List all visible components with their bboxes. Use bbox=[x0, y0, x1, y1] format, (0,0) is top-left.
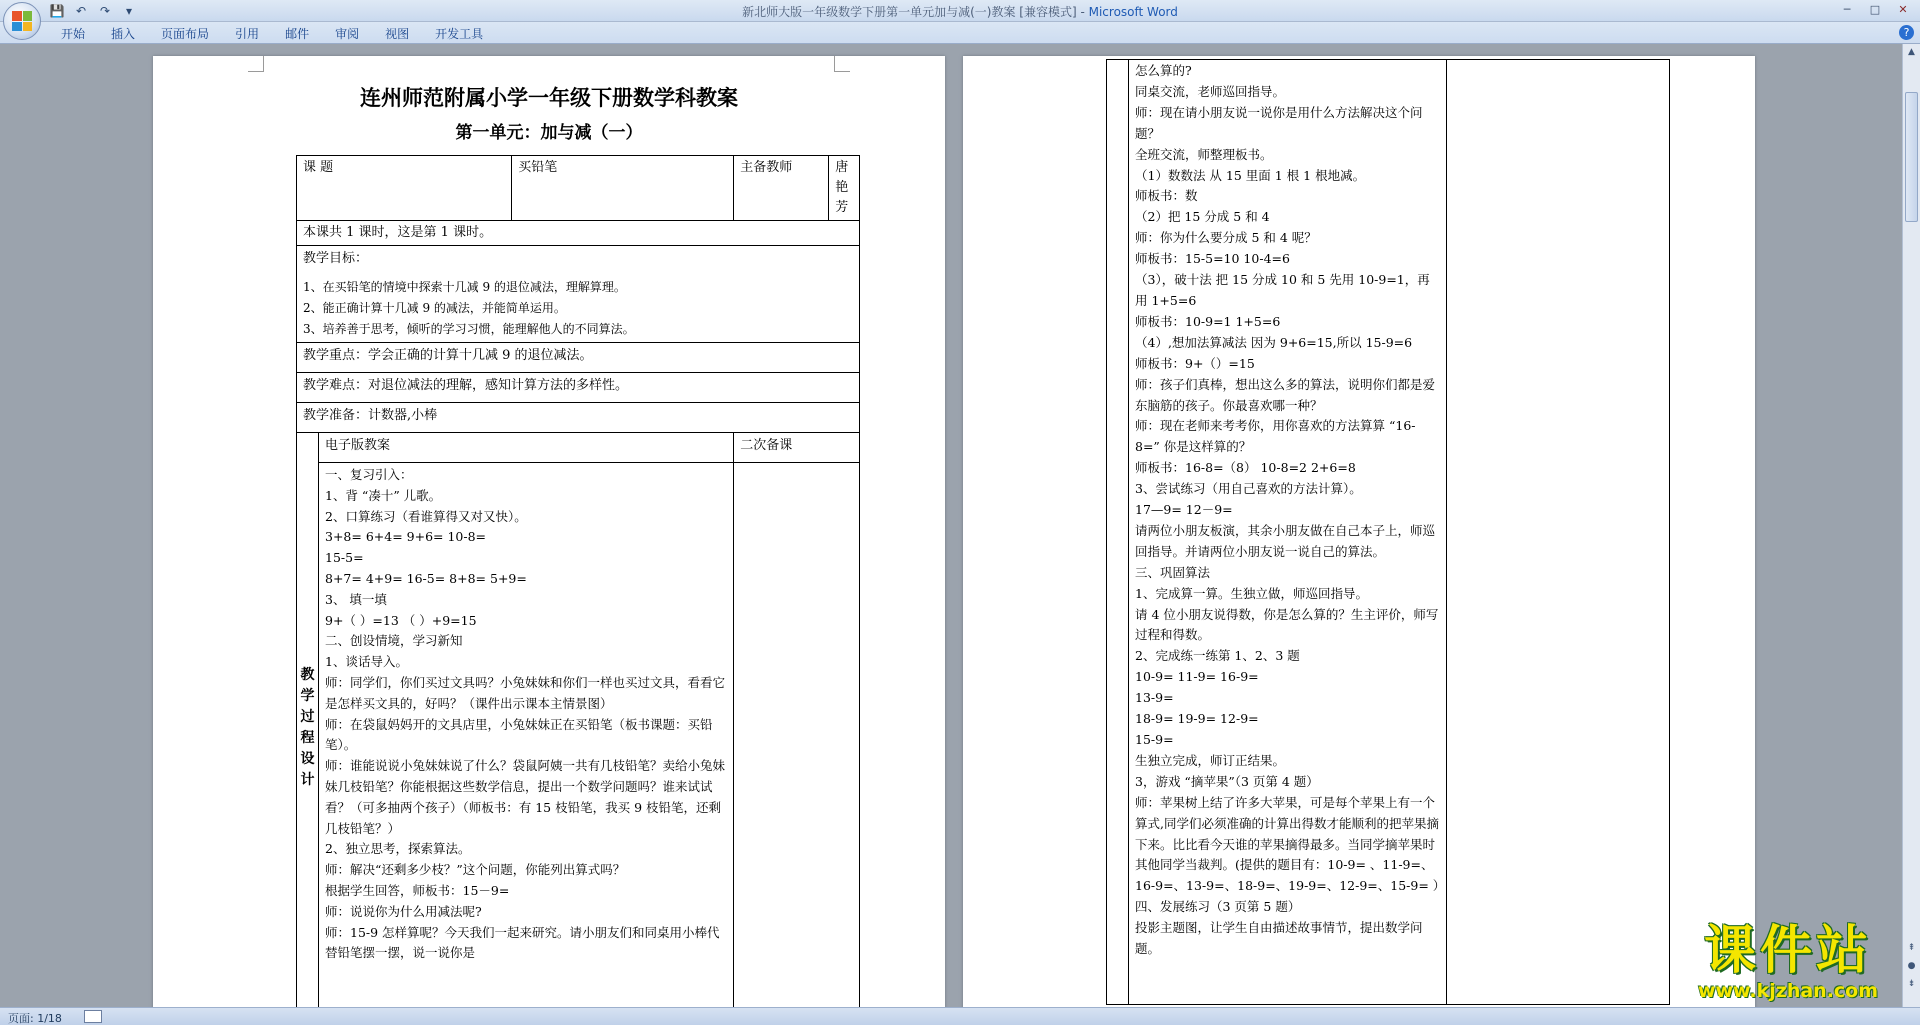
process-line: 师：孩子们真棒，想出这么多的算法，说明你们都是爱东脑筋的孩子。你最喜欢哪一种？ bbox=[1135, 376, 1436, 413]
ribbon bbox=[0, 22, 1920, 44]
teacher-value: 唐艳芳 bbox=[829, 156, 860, 221]
goal-item: 1、在买铅笔的情境中探索十几减 9 的退位减法，理解算理。 bbox=[303, 280, 626, 294]
process-line: 全班交流，师整理板书。 bbox=[1135, 146, 1273, 162]
process-line: 2、独立思考，探索算法。 bbox=[325, 841, 471, 857]
process-line: 10-9= 11-9= 16-9= bbox=[1135, 669, 1259, 685]
tab-review[interactable]: 审阅 bbox=[335, 27, 360, 41]
process-line: 根据学生回答，师板书：15－9= bbox=[325, 882, 510, 898]
process-line: 3、尝试练习（用自己喜欢的方法计算）。 bbox=[1135, 481, 1362, 497]
tab-home[interactable]: 开始 bbox=[61, 27, 86, 41]
process-line: 师：15-9 怎样算呢？今天我们一起来研究。请小朋友们和同桌用小棒代替铅笔摆一摆，说一说你是 bbox=[325, 924, 720, 961]
page-2[interactable] bbox=[963, 56, 1755, 1007]
process-line: 师：现在请小朋友说一说你是用什么方法解决这个问题？ bbox=[1135, 104, 1423, 141]
process-line: 师：现在老师来考考你，用你喜欢的方法算算 “16-8=” 你是这样算的？ bbox=[1135, 418, 1416, 455]
process-line: 3、 填一填 bbox=[325, 591, 387, 607]
process-line: 师板书：15-5=10 10-4=6 bbox=[1135, 251, 1290, 267]
table-row bbox=[297, 433, 860, 463]
process-line: 一、复习引入： bbox=[325, 467, 413, 482]
process-line: 18-9= 19-9= 12-9= bbox=[1135, 711, 1259, 727]
process-line: 1、完成算一算。生独立做，师巡回指导。 bbox=[1135, 585, 1368, 601]
minimize-button[interactable]: ─ bbox=[1843, 3, 1851, 16]
goals-label: 教学目标： bbox=[303, 251, 369, 266]
process-line: 投影主题图，让学生自由描述故事情节，提出数学问题。 bbox=[1135, 920, 1423, 957]
process-line: 2、口算练习（看谁算得又对又快）。 bbox=[325, 508, 527, 524]
process-side-label bbox=[297, 433, 319, 1008]
second-plan-cell[interactable] bbox=[734, 463, 860, 1008]
process-line: 15-5= bbox=[325, 550, 364, 566]
unit-title: 第一单元：加与减（一） bbox=[455, 123, 643, 143]
help-icon[interactable]: ? bbox=[1899, 25, 1914, 40]
process-line: 师：谁能说说小兔妹妹说了什么？袋鼠阿姨一共有几枝铅笔？卖给小兔妹妹几枝铅笔？你能根据这些数学信息，提出一个数学问题吗？谁来试试看？（可多抽两个孩子）（师板书：有 15 枝铅笔，我买 9 枝铅笔，还剩几枝铅笔？） bbox=[325, 758, 726, 836]
col-electronic-plan: 电子版教案 bbox=[319, 433, 734, 463]
process-line: 师：苹果树上结了许多大苹果，可是每个苹果上有一个算式,同学们必须准确的计算出得数才能顺利的把苹果摘下来。比比看今天谁的苹果摘得最多。当同学摘苹果时其他同学当裁判。(提供的题目有：10-9= 、11-9=、16-9=、13-9=、18-9=、19-9=、12-9=、15-9= ） bbox=[1135, 794, 1446, 894]
ribbon-tabs bbox=[48, 25, 496, 43]
process-line: 师：在袋鼠妈妈开的文具店里，小兔妹妹正在买铅笔（板书课题：买铅笔）。 bbox=[325, 716, 713, 753]
goal-item: 3、培养善于思考，倾听的学习习惯，能理解他人的不同算法。 bbox=[303, 322, 635, 336]
process-content-continued bbox=[1129, 60, 1447, 1005]
process-line: 3，游戏 “摘苹果”（3 页第 4 题） bbox=[1135, 773, 1319, 789]
maximize-button[interactable]: □ bbox=[1869, 3, 1881, 16]
process-line: 生独立完成，师订正结果。 bbox=[1135, 752, 1286, 768]
redo-icon[interactable]: ↷ bbox=[99, 4, 111, 18]
goal-item: 2、能正确计算十几减 9 的减法，并能简单运用。 bbox=[303, 301, 566, 315]
undo-icon[interactable]: ↶ bbox=[75, 4, 87, 18]
process-line: 同桌交流，老师巡回指导。 bbox=[1135, 83, 1286, 99]
process-line: 17—9= 12－9= bbox=[1135, 502, 1233, 518]
next-page-icon[interactable]: ⇟ bbox=[1907, 979, 1916, 989]
process-line: （2）把 15 分成 5 和 4 bbox=[1135, 209, 1270, 225]
process-line: 15-9= bbox=[1135, 732, 1174, 747]
tab-page-layout[interactable]: 页面布局 bbox=[161, 27, 210, 41]
process-line: 9+（ ）=13 （ ）+9=15 bbox=[325, 612, 477, 628]
window-title bbox=[0, 3, 1920, 20]
select-browse-object-icon[interactable]: ● bbox=[1907, 961, 1916, 971]
process-content bbox=[319, 463, 734, 1008]
process-line: （1）数数法 从 15 里面 1 根 1 根地减。 bbox=[1135, 167, 1366, 183]
lesson-hours: 本课共 1 课时，这是第 1 课时。 bbox=[297, 221, 860, 246]
process-line: 3+8= 6+4= 9+6= 10-8= bbox=[325, 529, 487, 545]
crop-mark bbox=[248, 56, 264, 72]
process-line: 师：解决“还剩多少枝？”这个问题，你能列出算式吗？ bbox=[325, 862, 626, 878]
process-line: 师板书：16-8=（8） 10-8=2 2+6=8 bbox=[1135, 460, 1356, 476]
teacher-label: 主备教师 bbox=[734, 156, 829, 221]
title-bar bbox=[0, 0, 1920, 22]
app-name: Microsoft Word bbox=[1088, 5, 1178, 19]
table-row bbox=[297, 373, 860, 403]
process-line: 四、发展练习（3 页第 5 题） bbox=[1135, 899, 1301, 915]
tab-view[interactable]: 视图 bbox=[385, 27, 410, 41]
lesson-plan-table bbox=[296, 155, 860, 1007]
process-line: 请两位小朋友板演，其余小朋友做在自己本子上，师巡回指导。并请两位小朋友说一说自己的算法。 bbox=[1135, 522, 1436, 559]
process-line: 二、创设情境，学习新知 bbox=[325, 633, 463, 649]
lesson-value: 买铅笔 bbox=[512, 156, 734, 221]
table-row bbox=[297, 221, 860, 246]
save-icon[interactable]: 💾 bbox=[49, 4, 65, 18]
difficulty-point: 教学难点：对退位减法的理解，感知计算方法的多样性。 bbox=[297, 373, 860, 403]
tab-insert[interactable]: 插入 bbox=[111, 27, 136, 41]
process-line: 怎么算的? bbox=[1135, 63, 1192, 78]
scrollbar-thumb[interactable] bbox=[1905, 92, 1918, 222]
key-point: 教学重点：学会正确的计算十几减 9 的退位减法。 bbox=[297, 343, 860, 373]
process-line: 师板书：9+（）=15 bbox=[1135, 355, 1255, 371]
page-1[interactable] bbox=[153, 56, 945, 1007]
process-line: 师板书：数 bbox=[1135, 188, 1198, 204]
scroll-up-icon[interactable]: ▲ bbox=[1908, 47, 1915, 57]
table-row bbox=[297, 343, 860, 373]
previous-page-icon[interactable]: ⇞ bbox=[1907, 943, 1916, 953]
table-row bbox=[297, 156, 860, 221]
process-line: 师板书：10-9=1 1+5=6 bbox=[1135, 313, 1281, 329]
proofing-status-icon[interactable] bbox=[84, 1010, 102, 1023]
process-line: 师：说说你为什么用减法呢? bbox=[325, 903, 482, 919]
process-line: 2、完成练一练第 1、2、3 题 bbox=[1135, 648, 1300, 664]
document-name: 新北师大版一年级数学下册第一单元加与减(一)教案 [兼容模式] - bbox=[742, 5, 1089, 19]
process-line: 8+7= 4+9= 16-5= 8+8= 5+9= bbox=[325, 570, 527, 586]
document-area[interactable] bbox=[0, 44, 1902, 1007]
process-line: 师：你为什么要分成 5 和 4 呢？ bbox=[1135, 230, 1317, 246]
table-row bbox=[297, 246, 860, 343]
process-line: 三、巩固算法 bbox=[1135, 564, 1211, 580]
lesson-label: 课 题 bbox=[297, 156, 512, 221]
watermark-url: www.kjzhan.com bbox=[1697, 980, 1879, 1002]
document-title: 连州师范附属小学一年级下册数学科教案 bbox=[360, 85, 738, 110]
vertical-scrollbar[interactable] bbox=[1902, 44, 1920, 1007]
table-row bbox=[297, 463, 860, 1008]
process-line: 1、谈话导入。 bbox=[325, 654, 408, 670]
page-count-status[interactable]: 页面: 1/18 bbox=[8, 1012, 62, 1025]
col-second-plan: 二次备课 bbox=[734, 433, 860, 463]
table-row bbox=[1107, 60, 1670, 1005]
lesson-plan-table-continued bbox=[1106, 59, 1670, 1005]
customize-toolbar-icon[interactable]: ▾ bbox=[125, 4, 133, 18]
tab-developer[interactable]: 开发工具 bbox=[435, 27, 484, 41]
second-plan-cell[interactable] bbox=[1447, 60, 1670, 1005]
tab-references[interactable]: 引用 bbox=[235, 27, 260, 41]
status-bar bbox=[0, 1007, 1920, 1025]
window-controls bbox=[1834, 1, 1916, 19]
office-button[interactable] bbox=[3, 2, 41, 40]
process-line: 13-9= bbox=[1135, 690, 1174, 706]
crop-mark bbox=[834, 56, 850, 72]
process-line: （4）,想加法算减法 因为 9+6=15,所以 15-9=6 bbox=[1135, 334, 1413, 350]
process-line: 请 4 位小朋友说得数，你是怎么算的？生主评价，师写过程和得数。 bbox=[1135, 606, 1439, 643]
table-row bbox=[297, 403, 860, 433]
office-logo-icon bbox=[12, 11, 32, 31]
close-button[interactable]: ✕ bbox=[1898, 3, 1908, 16]
process-side-label-text: 教学过程设计 bbox=[300, 667, 315, 788]
watermark-logo bbox=[1668, 922, 1908, 1002]
tab-mailings[interactable]: 邮件 bbox=[285, 27, 310, 41]
teaching-goals bbox=[297, 246, 860, 343]
process-line: 1、背 “凑十” 儿歌。 bbox=[325, 487, 442, 503]
process-line: （3），破十法 把 15 分成 10 和 5 先用 10-9=1，再用 1+5=6 bbox=[1135, 272, 1430, 308]
process-side-cell bbox=[1107, 60, 1129, 1005]
teaching-prep: 教学准备：计数器,小棒 bbox=[297, 403, 860, 433]
watermark-text: 课件站 bbox=[1703, 921, 1872, 981]
process-line: 师：同学们，你们买过文具吗？小兔妹妹和你们一样也买过文具，看看它是怎样买文具的，好吗？（课件出示课本主情景图） bbox=[325, 674, 726, 711]
